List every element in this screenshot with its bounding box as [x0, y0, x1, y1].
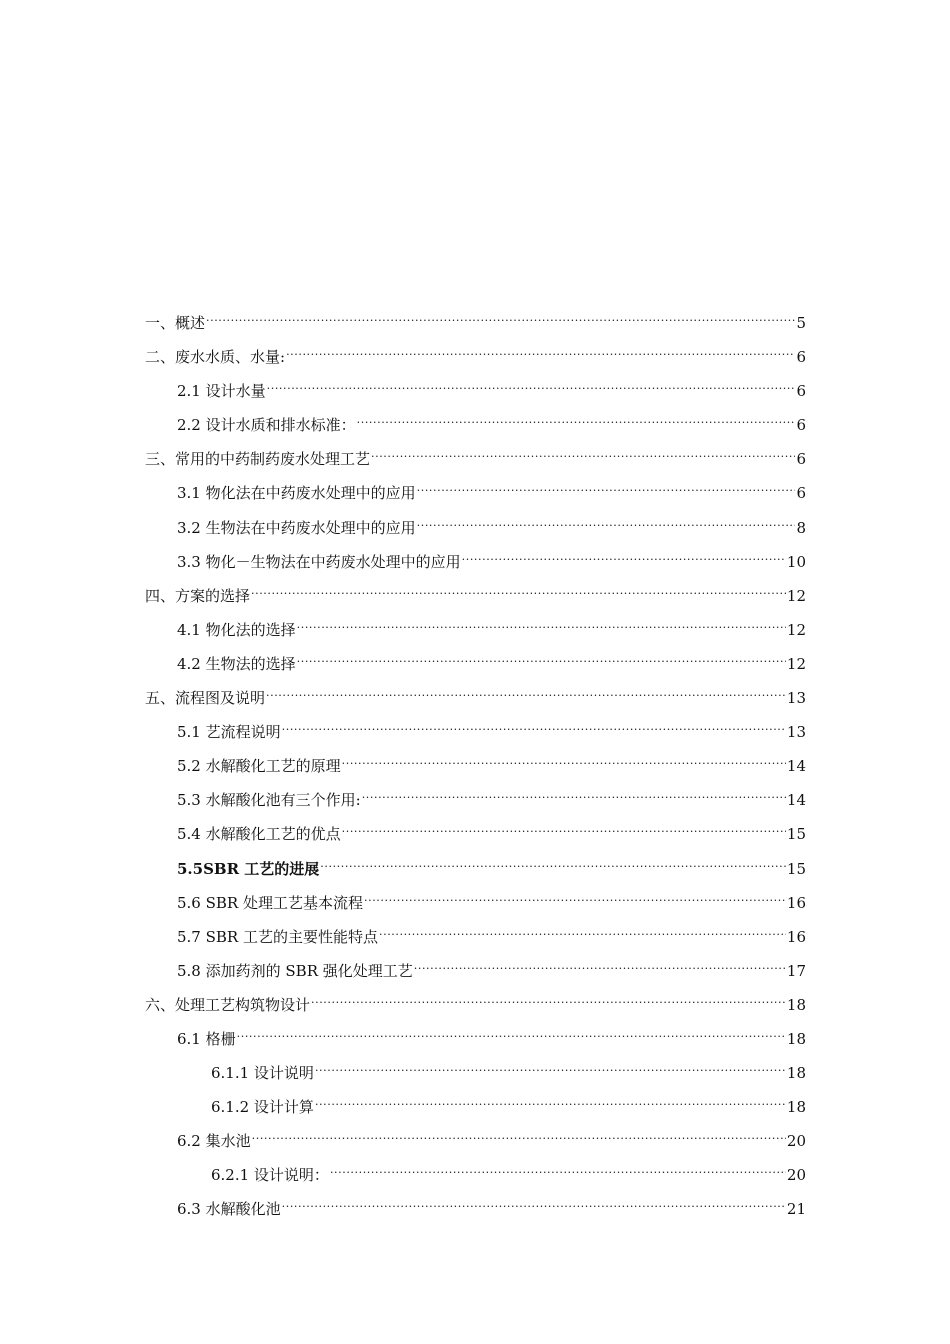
toc-entry[interactable] — [145, 336, 806, 370]
toc-entry[interactable] — [145, 472, 806, 506]
toc-entry-title: 六、处理工艺构筑物设计 — [145, 995, 311, 1014]
table-of-contents — [145, 302, 806, 1223]
toc-entry-page-number: 6 — [796, 484, 806, 503]
toc-entry-page-number: 15 — [786, 825, 806, 844]
toc-entry-title: 二、废水水质、水量: — [145, 348, 286, 367]
toc-entry[interactable] — [145, 745, 806, 779]
toc-dot-leader — [282, 1188, 786, 1214]
toc-dot-leader — [330, 1154, 786, 1180]
toc-dot-leader — [357, 404, 796, 430]
toc-entry-title: 5.3 水解酸化池有三个作用: — [177, 791, 361, 810]
toc-entry-title: 5.4 水解酸化工艺的优点 — [177, 825, 341, 844]
toc-entry-page-number: 13 — [786, 723, 806, 742]
toc-entry-title: 6.1 格栅 — [177, 1029, 236, 1048]
toc-entry[interactable] — [145, 882, 806, 916]
toc-dot-leader — [320, 848, 786, 874]
toc-entry-page-number: 6 — [796, 348, 806, 367]
toc-dot-leader — [237, 1018, 786, 1044]
toc-entry[interactable] — [145, 302, 806, 336]
toc-entry-title: 6.2.1 设计说明： — [211, 1166, 329, 1185]
toc-dot-leader — [417, 472, 796, 498]
toc-entry[interactable] — [145, 916, 806, 950]
toc-dot-leader — [342, 813, 786, 839]
toc-entry-title: 6.1.2 设计计算 — [211, 1098, 314, 1117]
toc-entry[interactable] — [145, 779, 806, 813]
toc-entry-page-number: 12 — [786, 654, 806, 673]
toc-entry-title: 6.1.1 设计说明 — [211, 1064, 314, 1083]
toc-entry-page-number: 6 — [796, 382, 806, 401]
toc-dot-leader — [417, 507, 796, 533]
toc-dot-leader — [462, 541, 786, 567]
toc-entry-page-number: 16 — [786, 893, 806, 912]
toc-entry-title: 2.2 设计水质和排水标准： — [177, 416, 356, 435]
toc-entry-page-number: 18 — [786, 1064, 806, 1083]
toc-dot-leader — [267, 370, 796, 396]
toc-entry-title: 5.7 SBR 工艺的主要性能特点 — [177, 927, 378, 946]
toc-entry-title: 3.1 物化法在中药废水处理中的应用 — [177, 484, 416, 503]
toc-entry-page-number: 10 — [786, 552, 806, 571]
toc-entry[interactable] — [145, 848, 806, 882]
toc-entry-title: 五、流程图及说明 — [145, 689, 266, 708]
toc-entry-page-number: 12 — [786, 586, 806, 605]
toc-entry-page-number: 20 — [786, 1166, 806, 1185]
toc-dot-leader — [342, 745, 786, 771]
toc-entry-page-number: 8 — [796, 518, 806, 537]
toc-entry-page-number: 5 — [796, 314, 806, 332]
toc-entry[interactable] — [145, 541, 806, 575]
toc-entry[interactable] — [145, 643, 806, 677]
toc-entry-title: 6.3 水解酸化池 — [177, 1200, 281, 1219]
toc-entry-page-number: 18 — [786, 1098, 806, 1117]
toc-entry-title: 2.1 设计水量 — [177, 382, 266, 401]
toc-entry-page-number: 17 — [786, 961, 806, 980]
toc-entry-page-number: 18 — [786, 1029, 806, 1048]
toc-entry-title: 5.5SBR 工艺的进展 — [177, 859, 320, 878]
toc-entry[interactable] — [145, 404, 806, 438]
toc-entry[interactable] — [145, 1052, 806, 1086]
toc-entry[interactable] — [145, 507, 806, 541]
toc-entry[interactable] — [145, 1120, 806, 1154]
toc-entry-title: 一、概述 — [145, 314, 206, 332]
toc-entry-title: 3.3 物化－生物法在中药废水处理中的应用 — [177, 552, 461, 571]
toc-entry-title: 4.1 物化法的选择 — [177, 620, 296, 639]
toc-dot-leader — [362, 779, 786, 805]
toc-entry-page-number: 16 — [786, 927, 806, 946]
toc-entry-page-number: 21 — [786, 1200, 806, 1219]
toc-entry[interactable] — [145, 1018, 806, 1052]
toc-entry[interactable] — [145, 1188, 806, 1222]
toc-entry[interactable] — [145, 575, 806, 609]
toc-entry[interactable] — [145, 609, 806, 643]
toc-entry-page-number: 12 — [786, 620, 806, 639]
toc-entry-page-number: 20 — [786, 1132, 806, 1151]
toc-dot-leader — [297, 609, 786, 635]
toc-entry-page-number: 15 — [786, 859, 806, 878]
toc-dot-leader — [414, 950, 786, 976]
toc-entry[interactable] — [145, 950, 806, 984]
toc-entry-title: 5.2 水解酸化工艺的原理 — [177, 757, 341, 776]
toc-entry[interactable] — [145, 1154, 806, 1188]
toc-entry[interactable] — [145, 370, 806, 404]
toc-entry-page-number: 6 — [796, 450, 806, 469]
toc-dot-leader — [315, 1086, 786, 1112]
toc-entry-title: 6.2 集水池 — [177, 1132, 251, 1151]
toc-dot-leader — [252, 1120, 786, 1146]
toc-entry[interactable] — [145, 677, 806, 711]
toc-dot-leader — [206, 302, 795, 328]
toc-dot-leader — [297, 643, 786, 669]
toc-entry[interactable] — [145, 984, 806, 1018]
toc-entry-title: 4.2 生物法的选择 — [177, 654, 296, 673]
toc-entry[interactable] — [145, 711, 806, 745]
toc-entry[interactable] — [145, 1086, 806, 1120]
toc-entry-title: 5.6 SBR 处理工艺基本流程 — [177, 893, 363, 912]
toc-entry-title: 三、常用的中药制药废水处理工艺 — [145, 450, 371, 469]
toc-dot-leader — [266, 677, 786, 703]
toc-entry-title: 四、方案的选择 — [145, 586, 251, 605]
toc-dot-leader — [282, 711, 786, 737]
toc-entry-page-number: 18 — [786, 995, 806, 1014]
toc-entry-page-number: 14 — [786, 791, 806, 810]
toc-dot-leader — [379, 916, 786, 942]
toc-entry-title: 5.8 添加药剂的 SBR 强化处理工艺 — [177, 961, 413, 980]
toc-entry[interactable] — [145, 438, 806, 472]
toc-dot-leader — [364, 882, 786, 908]
toc-entry[interactable] — [145, 813, 806, 847]
toc-entry-title: 3.2 生物法在中药废水处理中的应用 — [177, 518, 416, 537]
toc-dot-leader — [251, 575, 786, 601]
toc-entry-title: 5.1 艺流程说明 — [177, 723, 281, 742]
toc-entry-page-number: 14 — [786, 757, 806, 776]
toc-dot-leader — [286, 336, 795, 362]
toc-entry-page-number: 13 — [786, 689, 806, 708]
toc-dot-leader — [371, 438, 795, 464]
toc-entry-page-number: 6 — [796, 416, 806, 435]
toc-dot-leader — [311, 984, 786, 1010]
toc-dot-leader — [315, 1052, 786, 1078]
